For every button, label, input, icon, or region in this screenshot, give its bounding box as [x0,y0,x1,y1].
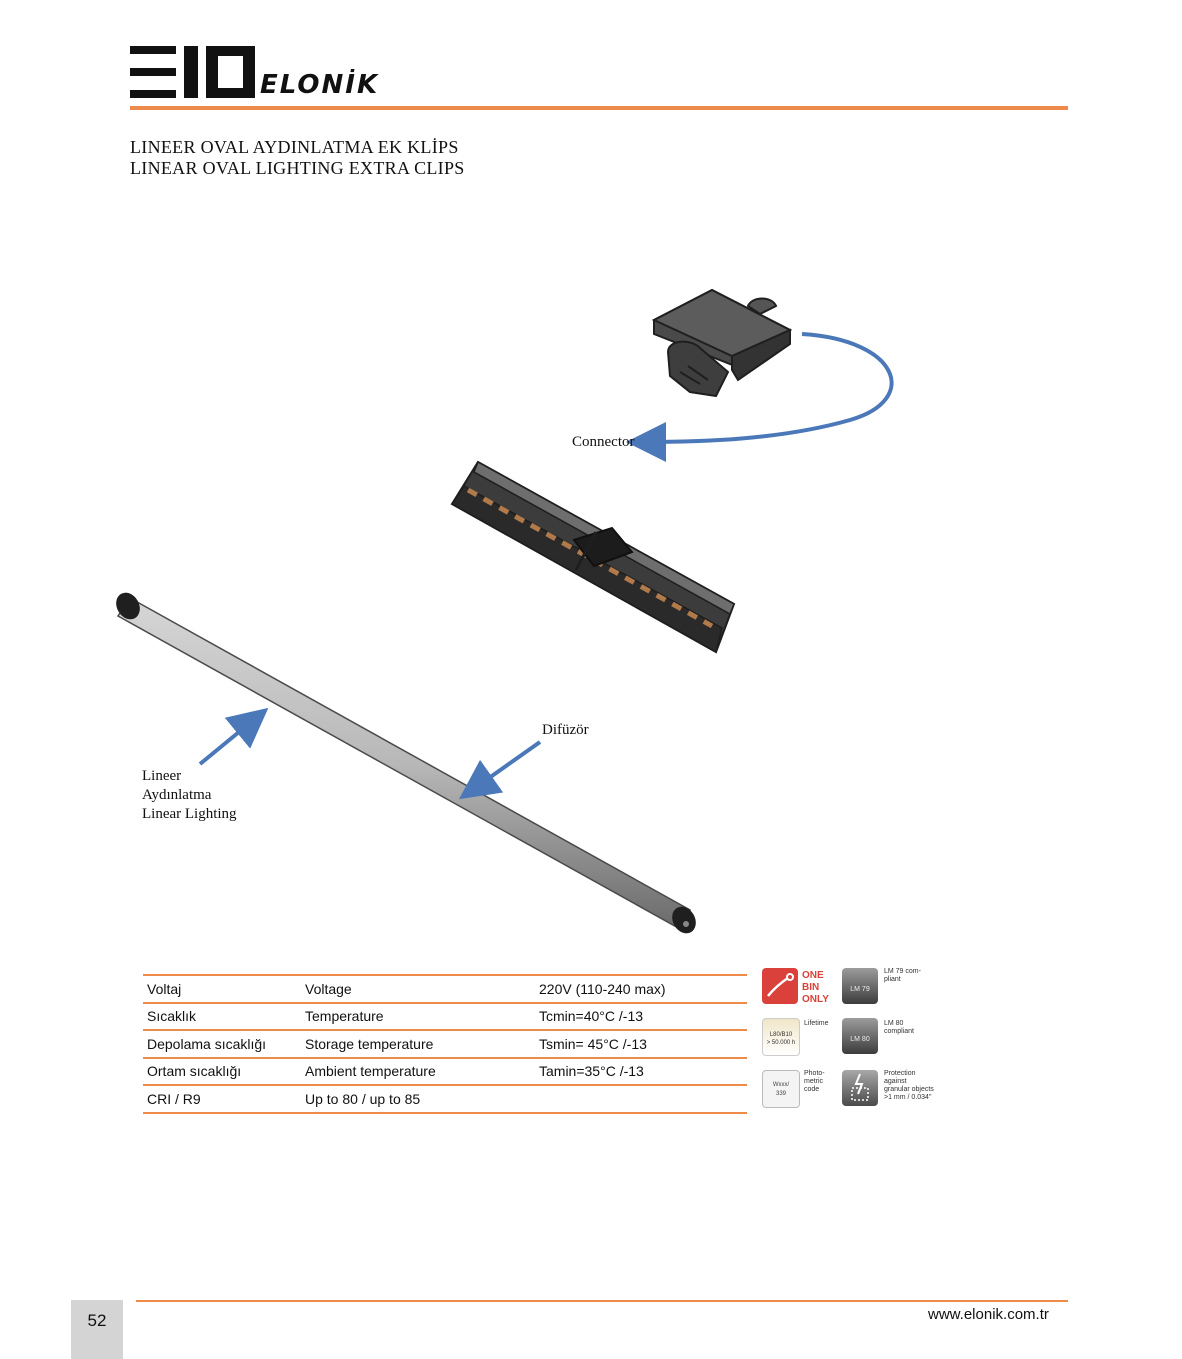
spec-label-en: Temperature [301,1003,535,1031]
linear-lighting-label [142,767,237,824]
lm80-line1: LM 80 [884,1020,904,1027]
photo-line3: code [804,1086,820,1093]
protection-label [884,1070,934,1102]
spec-label-en: Voltage [301,975,535,1003]
website-link[interactable]: www.elonik.com.tr [928,1306,1049,1323]
table-row [143,1058,747,1086]
photo-line2: metric [804,1078,824,1085]
spec-value: Tcmin=40°C /-13 [535,1003,747,1031]
protect-line4: >1 mm / 0.034" [884,1094,932,1101]
spec-table [143,974,747,1114]
spec-value: 220V (110-240 max) [535,975,747,1003]
linear-label-tr-2: Aydınlatma [142,787,212,803]
lifetime-icon-text-2: > 50.000 h [766,1040,796,1046]
connector-part [654,290,790,396]
diffuser-label: Difüzör [542,722,589,738]
lifetime-badge-icon [762,1018,800,1056]
spec-label-tr: Ortam sıcaklığı [143,1058,301,1086]
one-bin-label: ONE BIN ONLY [802,970,829,1005]
table-row [143,1003,747,1031]
protect-line3: granular objects [884,1086,934,1093]
photo-line1: Photo- [804,1070,825,1077]
diffuser-arrow [472,742,540,790]
led-channel [452,462,734,652]
connector-label: Connector [572,434,635,450]
title-turkish: LINEER OVAL AYDINLATMA EK KLİPS [130,137,459,157]
spec-label-tr: Sıcaklık [143,1003,301,1031]
lifetime-label: Lifetime [804,1020,829,1027]
one-bin-badge-icon [762,968,798,1004]
lifetime-icon-text-1: L80/B10 [769,1032,793,1038]
lm80-icon-text: LM 80 [850,1036,870,1043]
photo-icon-text-1: Wxxx/ [772,1082,790,1088]
protect-line1: Protection [884,1070,916,1077]
spec-label-en: Ambient temperature [301,1058,535,1086]
spec-label-en: Up to 80 / up to 85 [301,1085,535,1113]
title-english: LINEAR OVAL LIGHTING EXTRA CLIPS [130,158,465,178]
photometric-badge-icon [762,1070,800,1108]
linear-lighting-arrow [200,718,256,764]
page-number: 52 [87,1311,107,1330]
spec-label-tr: Depolama sıcaklığı [143,1030,301,1058]
lm80-line2: compliant [884,1028,914,1035]
lm80-label [884,1020,914,1036]
brand-wordmark: ELONİK [260,70,380,100]
spec-label-tr: Voltaj [143,975,301,1003]
protect-line2: against [884,1078,907,1085]
lm80-badge-icon [842,1018,878,1054]
linear-label-tr-1: Lineer [142,768,182,784]
footer-rule [136,1300,1068,1302]
table-row [143,975,747,1003]
photometric-label [804,1070,825,1094]
table-row [143,1030,747,1058]
table-row [143,1085,747,1113]
protection-badge-icon [842,1070,878,1106]
spec-value: Tsmin= 45°C /-13 [535,1030,747,1058]
lm79-line1: LM 79 com- [884,968,921,975]
spec-value: Tamin=35°C /-13 [535,1058,747,1086]
lm79-label [884,968,921,984]
photo-icon-text-2: 339 [775,1091,786,1097]
spec-value [535,1085,747,1113]
lm79-line2: pliant [884,976,901,983]
lm79-icon-text: LM 79 [850,986,870,993]
spec-label-tr: CRI / R9 [143,1085,301,1113]
spec-label-en: Storage temperature [301,1030,535,1058]
lm79-badge-icon [842,968,878,1004]
linear-label-en: Linear Lighting [142,806,237,822]
